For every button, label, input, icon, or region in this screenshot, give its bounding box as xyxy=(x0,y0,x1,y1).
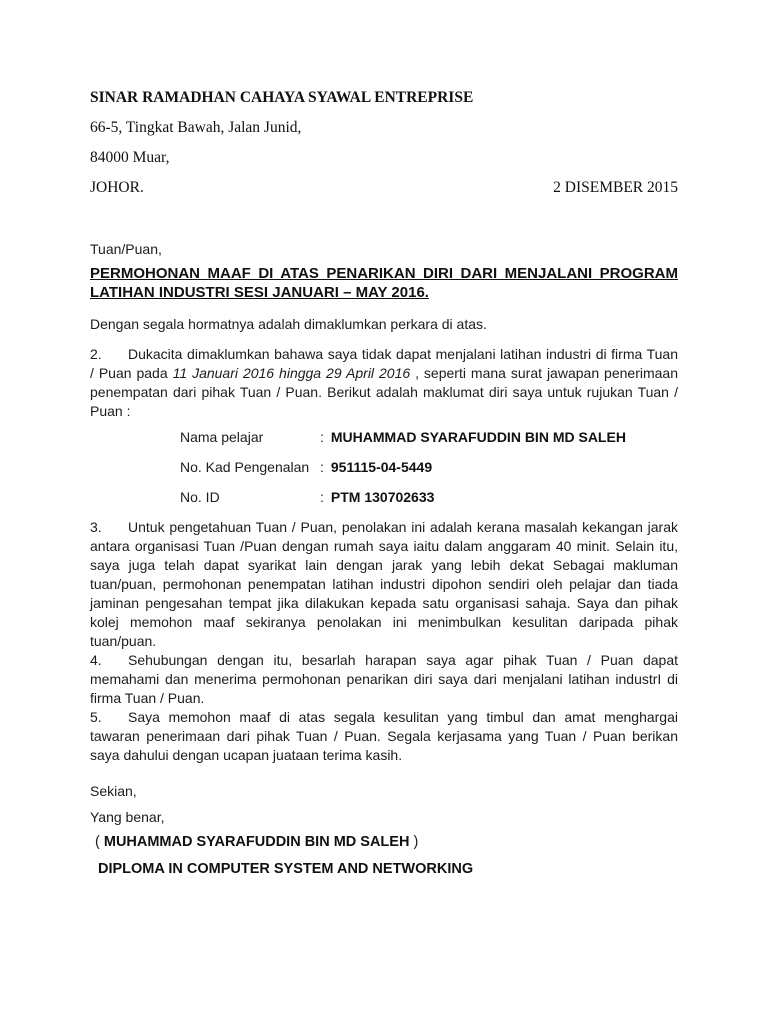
letter-body xyxy=(90,240,678,879)
signature-diploma-line: DIPLOMA IN COMPUTER SYSTEM AND NETWORKING xyxy=(98,861,474,877)
detail-separator: : xyxy=(320,489,324,505)
detail-row-name xyxy=(180,428,678,447)
signature-name: MUHAMMAD SYARAFUDDIN BIN MD SALEH xyxy=(103,834,410,850)
paragraph-4 xyxy=(90,651,678,708)
detail-row-student-id xyxy=(180,488,678,507)
company-name: SINAR RAMADHAN CAHAYA SYAWAL ENTREPRISE xyxy=(90,89,474,106)
detail-value-student-id: PTM 130702633 xyxy=(330,489,435,505)
detail-separator: : xyxy=(320,459,324,475)
detail-label-name: Nama pelajar xyxy=(180,429,264,445)
paragraph-3-number: 3. xyxy=(90,519,102,535)
detail-label-ic-number: No. Kad Pengenalan xyxy=(180,459,310,475)
address-line-2: 84000 Muar, xyxy=(90,149,170,166)
letter-date: 2 DISEMBER 2015 xyxy=(553,179,678,196)
signature-paren-close: ) xyxy=(409,834,419,850)
salutation: Tuan/Puan, xyxy=(90,241,162,257)
signature-paren-open: ( xyxy=(95,834,104,850)
detail-value-ic-number: 951115-04-5449 xyxy=(330,459,433,475)
state-date-row xyxy=(90,180,678,196)
paragraph-2-text-after: , seperti mana surat jawapan penerimaan penempatan dari pihak Tuan / Puan. Berikut adalah maklumat diri saya untuk rujukan Tuan / Puan : xyxy=(90,365,678,419)
closing-yang-benar: Yang benar, xyxy=(90,809,165,825)
paragraph-2 xyxy=(90,345,678,421)
detail-value-name: MUHAMMAD SYARAFUDDIN BIN MD SALEH xyxy=(330,429,626,445)
paragraph-5-number: 5. xyxy=(90,709,102,725)
paragraph-2-dates-italic: 11 Januari 2016 hingga 29 April 2016 xyxy=(172,365,411,381)
detail-separator: : xyxy=(320,429,324,445)
closing-sekian: Sekian, xyxy=(90,783,137,799)
detail-row-ic-number xyxy=(180,458,678,477)
subject-line: PERMOHONAN MAAF DI ATAS PENARIKAN DIRI DARI MENJALANI PROGRAM LATIHAN INDUSTRI SESI JANUARI – MAY 2016. xyxy=(90,265,678,301)
detail-label-student-id: No. ID xyxy=(180,489,220,505)
signature-name-line xyxy=(90,833,678,852)
paragraph-4-text: Sehubungan dengan itu, besarlah harapan saya agar pihak Tuan / Puan dapat memahami dan menerima permohonan penarikan diri saya dari menjalani latihan industrI di firma Tuan / Puan. xyxy=(90,652,678,706)
paragraph-5 xyxy=(90,708,678,765)
paragraph-2-text-before: Dukacita dimaklumkan bahawa saya tidak dapat menjalani latihan industri di firma Tuan / Puan pada xyxy=(90,346,678,381)
intro-line: Dengan segala hormatnya adalah dimaklumkan perkara di atas. xyxy=(90,316,487,332)
paragraph-5-text: Saya memohon maaf di atas segala kesulitan yang timbul dan amat menghargai tawaran penerimaan dari pihak Tuan / Puan. Segala kerjasama yang Tuan / Puan berikan saya dahului dengan ucapan juataan terima kasih. xyxy=(90,709,678,763)
letterhead xyxy=(90,90,678,196)
address-line-1: 66-5, Tingkat Bawah, Jalan Junid, xyxy=(90,119,302,136)
paragraph-3 xyxy=(90,518,678,651)
paragraph-2-number: 2. xyxy=(90,346,102,362)
student-details xyxy=(180,428,678,507)
address-state: JOHOR. xyxy=(90,179,144,196)
paragraph-4-number: 4. xyxy=(90,652,102,668)
paragraph-3-text: Untuk pengetahuan Tuan / Puan, penolakan ini adalah kerana masalah kekangan jarak antara organisasi Tuan /Puan dengan rumah saya iaitu dalam anggaram 40 minit. Selain itu, saya juga telah dapat syarikat lain dengan jarak yang lebih dekat Sebagai makluman tuan/puan, permohonan penempatan latihan industri dipohon sendiri oleh pelajar dan tiada jaminan pengesahan tempat jika dilakukan kepada satu organisasi sahaja. Saya dan pihak kolej memohon maaf sekiranya penolakan ini menimbulkan kesulitan daripada pihak tuan/puan. xyxy=(90,519,678,649)
